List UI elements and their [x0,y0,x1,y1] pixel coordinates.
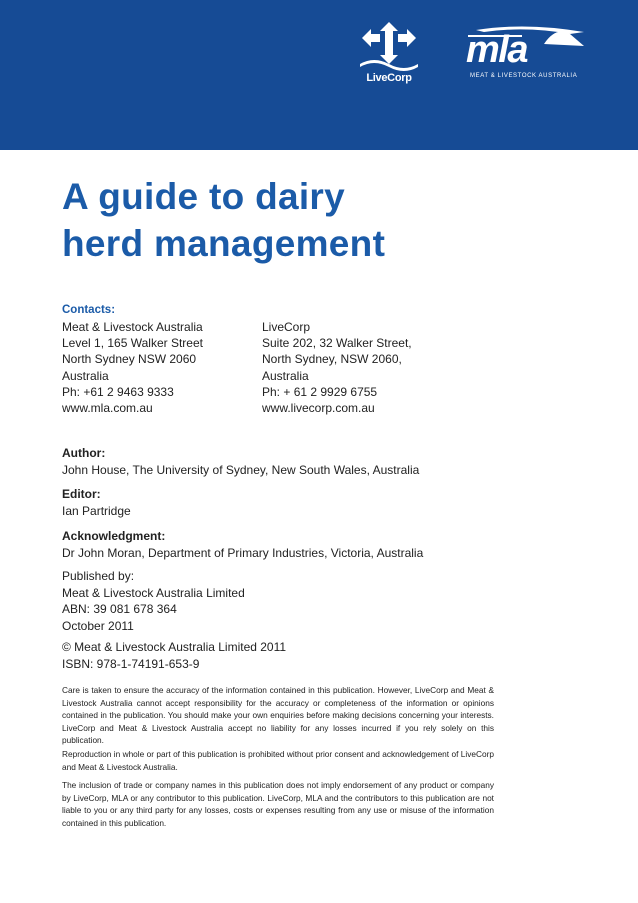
isbn-line: ISBN: 978-1-74191-653-9 [62,656,200,671]
published-line: ABN: 39 081 678 364 [62,602,177,616]
acknowledgment-section [62,528,423,561]
reproduction-paragraph: Reproduction in whole or part of this publication is prohibited without prior consent and acknowledgement of LiveCorp and Meat & Livestock Australia. [62,749,494,772]
contact-line: Level 1, 165 Walker Street [62,336,203,351]
mla-logo-subtitle: MEAT & LIVESTOCK AUSTRALIA [470,73,578,79]
author-value: John House, The University of Sydney, New South Wales, Australia [62,462,420,477]
editor-label: Editor: [62,487,101,501]
contact-livecorp [262,319,412,416]
published-line: October 2011 [62,618,134,633]
acknowledgment-label: Acknowledgment: [62,529,166,543]
contact-website: www.livecorp.com.au [262,401,375,416]
published-line: Meat & Livestock Australia Limited [62,585,245,600]
copyright-section [62,639,286,672]
contact-line: Australia [262,368,309,383]
mla-logo [466,22,596,84]
contacts-label: Contacts: [62,304,116,316]
author-section [62,445,419,478]
contact-line: Meat & Livestock Australia [62,320,203,334]
liability-paragraph: The inclusion of trade or company names in this publication does not imply endorsement of any product or company by LiveCorp, MLA or any contributor to this publication. LiveCorp, MLA and the contributors to this publication are not liable to you or any third party for any losses, costs or expenses resulting from any use or misuse of the information contained in this publication. [62,780,494,828]
author-label: Author: [62,446,106,460]
disclaimer-paragraph: Care is taken to ensure the accuracy of the information contained in this publication. However, LiveCorp and Meat & Livestock Australia cannot accept responsibility for the accuracy or completeness of the information or opinions contained in the publication. You should make your own enquiries before making decisions concerning your interests. LiveCorp and Meat & Livestock Australia accept no liability for any losses incurred if you rely solely on this publication. [62,685,494,746]
contact-line: North Sydney, NSW 2060, [262,352,402,367]
mla-logo-wordmark: mla [466,29,527,71]
contact-line: North Sydney NSW 2060 [62,352,197,367]
title-line-2: herd management [62,223,386,264]
editor-section [62,486,131,519]
contact-line: LiveCorp [262,320,311,334]
livecorp-emblem-icon [356,20,422,72]
header-banner [0,0,638,150]
livecorp-logo-text: LiveCorp [366,72,412,84]
contact-line: Suite 202, 32 Walker Street, [262,336,412,351]
contact-website: www.mla.com.au [62,401,153,416]
editor-value: Ian Partridge [62,503,131,518]
page-title [62,173,385,267]
published-section [62,568,245,634]
livecorp-logo [356,20,422,92]
copyright-line: © Meat & Livestock Australia Limited 2011 [62,640,287,654]
contact-line: Australia [62,368,109,383]
published-label: Published by: [62,569,135,583]
contact-mla [62,319,203,416]
contact-phone: Ph: + 61 2 9929 6755 [262,384,378,399]
acknowledgment-value: Dr John Moran, Department of Primary Industries, Victoria, Australia [62,545,424,560]
title-line-1: A guide to dairy [62,176,346,217]
contact-phone: Ph: +61 2 9463 9333 [62,384,174,399]
